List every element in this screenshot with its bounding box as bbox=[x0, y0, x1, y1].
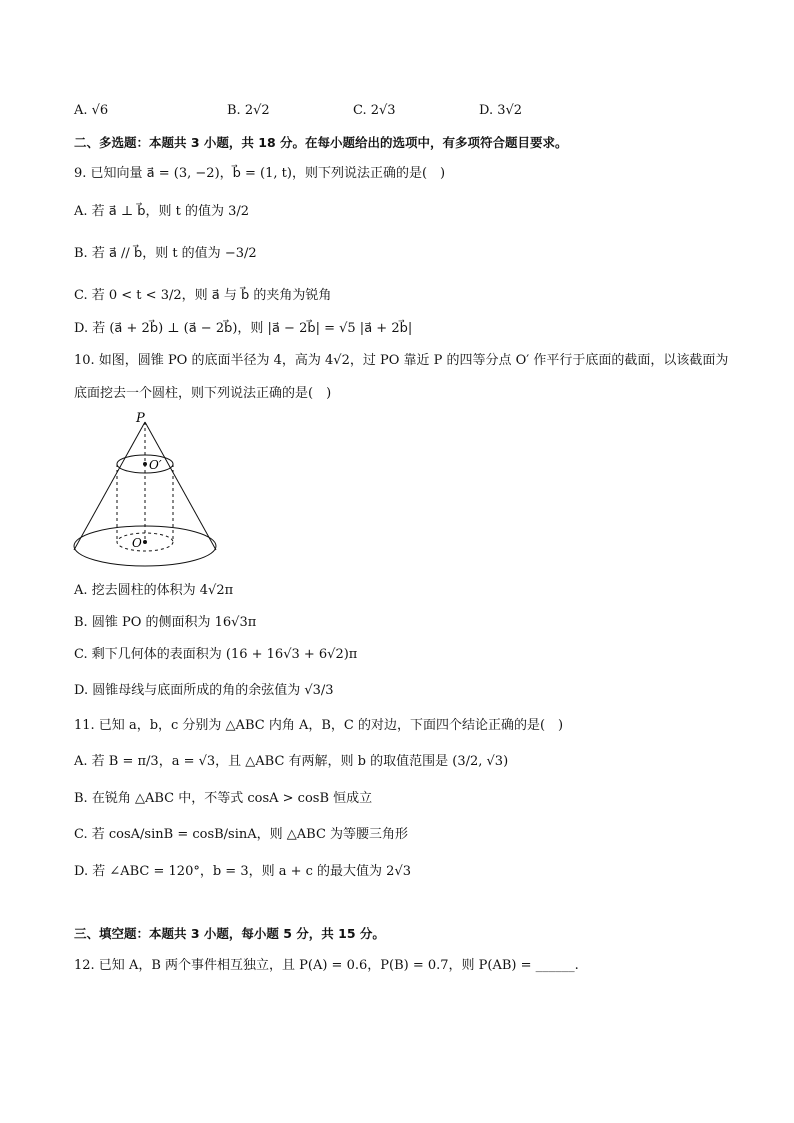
section-2-text: 二、多选题：本题共 3 小题，共 18 分。在每小题给出的选项中，有多项符合题目要求。 bbox=[74, 135, 568, 150]
section-3-text: 三、填空题：本题共 3 小题，每小题 5 分，共 15 分。 bbox=[74, 926, 385, 941]
q11-option-a: A. 若 B = π/3，a = √3，且 △ABC 有两解，则 b 的取值范围是 (3/2, √3) bbox=[74, 754, 509, 769]
label-p: P bbox=[136, 411, 145, 426]
q8-option-b: B. 2√2 bbox=[227, 103, 270, 118]
q9-stem: 9. 已知向量 a⃗ = (3, −2)，b⃗ = (1, t)，则下列说法正确的是( ) bbox=[74, 166, 446, 181]
q9-option-b: B. 若 a⃗ // b⃗，则 t 的值为 −3/2 bbox=[74, 246, 257, 261]
q10-option-c: C. 剩下几何体的表面积为 (16 + 16√3 + 6√2)π bbox=[74, 647, 358, 662]
point-o-prime bbox=[143, 462, 147, 466]
q12-stem: 12. 已知 A，B 两个事件相互独立，且 P(A) = 0.6，P(B) = 0.7，则 P(AB) = ______. bbox=[74, 958, 579, 973]
q11-option-b: B. 在锐角 △ABC 中，不等式 cosA > cosB 恒成立 bbox=[74, 791, 373, 806]
q11-option-c: C. 若 cosA/sinB = cosB/sinA，则 △ABC 为等腰三角形 bbox=[74, 827, 409, 842]
section-3-heading bbox=[74, 925, 385, 943]
label-o: O bbox=[132, 536, 142, 550]
point-o bbox=[143, 540, 147, 544]
q8-option-d: D. 3√2 bbox=[479, 103, 523, 118]
q10-option-d: D. 圆锥母线与底面所成的角的余弦值为 √3/3 bbox=[74, 683, 334, 698]
q10-option-a: A. 挖去圆柱的体积为 4√2π bbox=[74, 583, 234, 598]
q9-option-d: D. 若 (a⃗ + 2b⃗) ⊥ (a⃗ − 2b⃗)，则 |a⃗ − 2b⃗| = √5 |a⃗ + 2b⃗| bbox=[74, 321, 413, 336]
q11-option-d: D. 若 ∠ABC = 120°，b = 3，则 a + c 的最大值为 2√3 bbox=[74, 864, 412, 879]
q8-option-c: C. 2√3 bbox=[353, 103, 396, 118]
cone-figure bbox=[70, 410, 230, 570]
q9-option-c: C. 若 0 < t < 3/2，则 a⃗ 与 b⃗ 的夹角为锐角 bbox=[74, 288, 332, 303]
cone-left-generatrix bbox=[74, 422, 145, 550]
q11-stem: 11. 已知 a，b，c 分别为 △ABC 内角 A，B，C 的对边，下面四个结论正确的是( ) bbox=[74, 718, 564, 733]
q10-stem-line1: 10. 如图，圆锥 PO 的底面半径为 4，高为 4√2，过 PO 靠近 P 的四等分点 O′ 作平行于底面的截面，以该截面为 bbox=[74, 353, 729, 368]
q10-stem-line2: 底面挖去一个圆柱，则下列说法正确的是( ) bbox=[74, 386, 332, 401]
q8-option-a: A. √6 bbox=[74, 103, 109, 118]
label-o-prime: O′ bbox=[149, 458, 162, 472]
cone-right-generatrix bbox=[145, 422, 216, 550]
q9-option-a: A. 若 a⃗ ⊥ b⃗，则 t 的值为 3/2 bbox=[74, 204, 250, 219]
cone-diagram bbox=[70, 410, 230, 570]
q10-option-b: B. 圆锥 PO 的侧面积为 16√3π bbox=[74, 615, 257, 630]
section-2-heading bbox=[74, 134, 568, 152]
